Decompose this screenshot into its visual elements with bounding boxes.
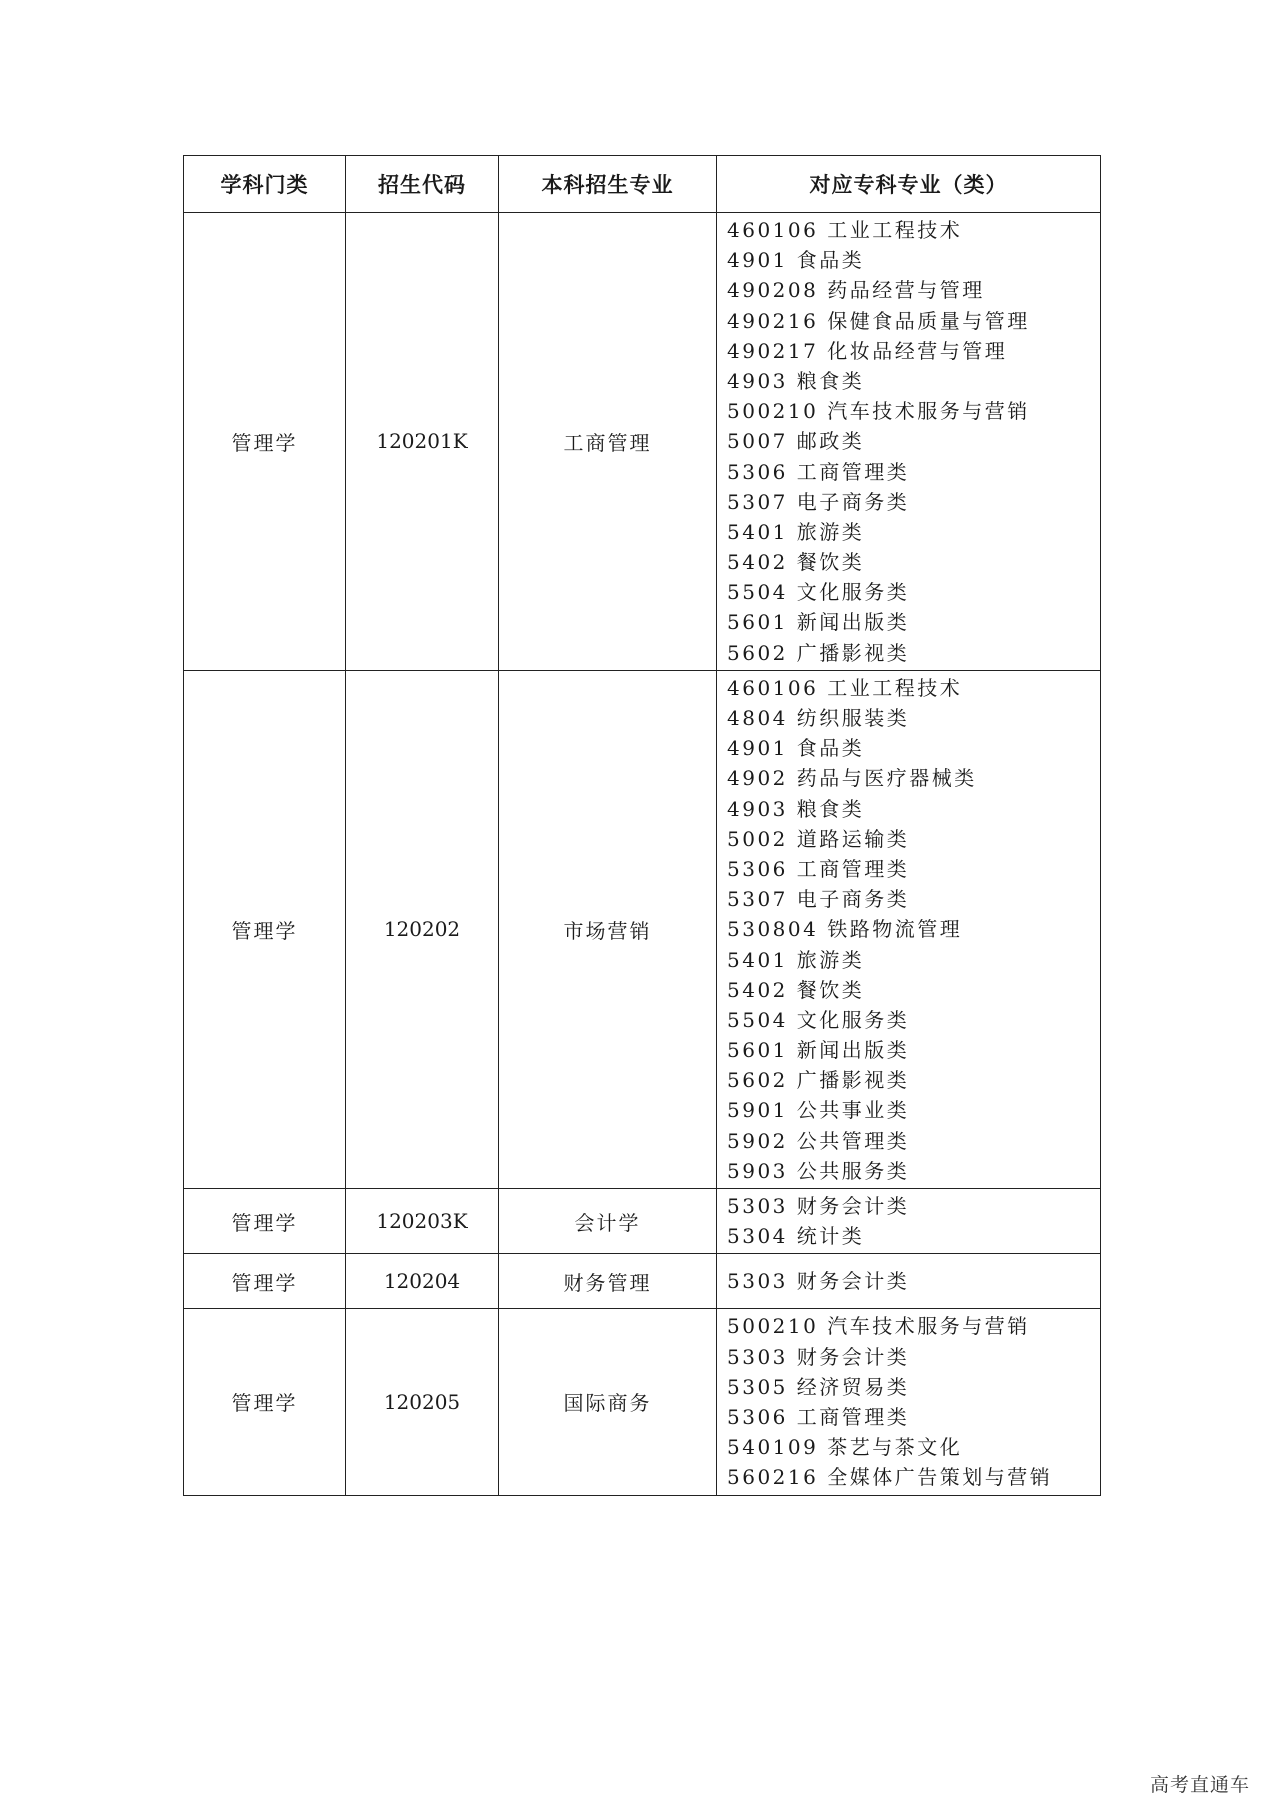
- cell-code: 120205: [346, 1309, 499, 1495]
- cell-specialty-list: [717, 670, 1101, 1188]
- specialty-item: 5602 广播影视类: [727, 640, 910, 665]
- specialty-item: 5601 新闻出版类: [727, 610, 910, 635]
- cell-code: 120204: [346, 1254, 499, 1309]
- specialty-item: 5602 广播影视类: [727, 1068, 910, 1093]
- cell-specialty-list: [717, 1309, 1101, 1495]
- specialty-item: 5901 公共事业类: [727, 1098, 910, 1123]
- specialty-item: 5305 经济贸易类: [727, 1374, 910, 1399]
- cell-category: 管理学: [184, 213, 346, 671]
- cell-category: 管理学: [184, 1254, 346, 1309]
- specialty-item: 5002 道路运输类: [727, 826, 910, 851]
- specialty-item: 4804 纺织服装类: [727, 706, 910, 730]
- major-mapping-table: [183, 155, 1101, 1496]
- table-row: [184, 1189, 1101, 1254]
- specialty-item: 5307 电子商务类: [727, 489, 910, 514]
- header-category: 学科门类: [184, 156, 346, 213]
- specialty-item: 530804 铁路物流管理: [727, 917, 963, 942]
- cell-code: 120201K: [346, 213, 499, 671]
- specialty-item: 4903 粮食类: [727, 368, 865, 393]
- specialty-item: 5306 工商管理类: [727, 856, 910, 881]
- cell-specialty-list: [717, 213, 1101, 671]
- specialty-item: 4901 食品类: [727, 736, 865, 761]
- specialty-item: 560216 全媒体广告策划与营销: [727, 1465, 1053, 1490]
- specialty-item: 5401 旅游类: [727, 947, 865, 972]
- specialty-item: 5303 财务会计类: [727, 1269, 910, 1294]
- specialty-item: 5402 餐饮类: [727, 977, 865, 1002]
- specialty-item: 5601 新闻出版类: [727, 1038, 910, 1063]
- specialty-item: 490216 保健食品质量与管理: [727, 308, 1030, 333]
- cell-major: 财务管理: [499, 1254, 717, 1309]
- cell-specialty-list: [717, 1189, 1101, 1254]
- watermark-text: 高考直通车: [1149, 1774, 1250, 1796]
- cell-major: 会计学: [499, 1189, 717, 1254]
- specialty-item: 5304 统计类: [727, 1224, 865, 1249]
- table-row: [184, 1309, 1101, 1495]
- specialty-item: 5902 公共管理类: [727, 1128, 910, 1153]
- specialty-item: 490217 化妆品经营与管理: [727, 338, 1008, 363]
- table-row: [184, 670, 1101, 1188]
- cell-category: 管理学: [184, 1309, 346, 1495]
- specialty-item: 5307 电子商务类: [727, 887, 910, 912]
- table-body: [184, 213, 1101, 1496]
- specialty-item: 5504 文化服务类: [727, 1007, 910, 1032]
- specialty-item: 5306 工商管理类: [727, 1404, 910, 1429]
- cell-major: 工商管理: [499, 213, 717, 671]
- table-row: [184, 1254, 1101, 1309]
- cell-category: 管理学: [184, 670, 346, 1188]
- specialty-item: 5504 文化服务类: [727, 580, 910, 605]
- specialty-item: 4903 粮食类: [727, 796, 865, 821]
- table-header-row: [184, 156, 1101, 213]
- cell-category: 管理学: [184, 1189, 346, 1254]
- cell-major: 国际商务: [499, 1309, 717, 1495]
- specialty-item: 5402 餐饮类: [727, 550, 865, 575]
- cell-code: 120202: [346, 670, 499, 1188]
- specialty-item: 460106 工业工程技术: [727, 218, 963, 242]
- specialty-item: 460106 工业工程技术: [727, 675, 963, 700]
- specialty-item: 500210 汽车技术服务与营销: [727, 399, 1030, 424]
- specialty-item: 5306 工商管理类: [727, 459, 910, 484]
- specialty-item: 500210 汽车技术服务与营销: [727, 1314, 1030, 1339]
- header-specialty: 对应专科专业（类）: [717, 156, 1101, 213]
- specialty-item: 5401 旅游类: [727, 519, 865, 544]
- specialty-item: 4902 药品与医疗器械类: [727, 766, 977, 791]
- specialty-item: 5007 邮政类: [727, 429, 865, 454]
- cell-specialty-list: [717, 1254, 1101, 1309]
- specialty-item: 5903 公共服务类: [727, 1158, 910, 1183]
- specialty-item: 5303 财务会计类: [727, 1194, 910, 1218]
- cell-major: 市场营销: [499, 670, 717, 1188]
- cell-code: 120203K: [346, 1189, 499, 1254]
- header-code: 招生代码: [346, 156, 499, 213]
- header-major: 本科招生专业: [499, 156, 717, 213]
- specialty-item: 540109 茶艺与茶文化: [727, 1435, 963, 1460]
- specialty-item: 490208 药品经营与管理: [727, 278, 985, 303]
- table-row: [184, 213, 1101, 671]
- specialty-item: 5303 财务会计类: [727, 1344, 910, 1369]
- specialty-item: 4901 食品类: [727, 248, 865, 273]
